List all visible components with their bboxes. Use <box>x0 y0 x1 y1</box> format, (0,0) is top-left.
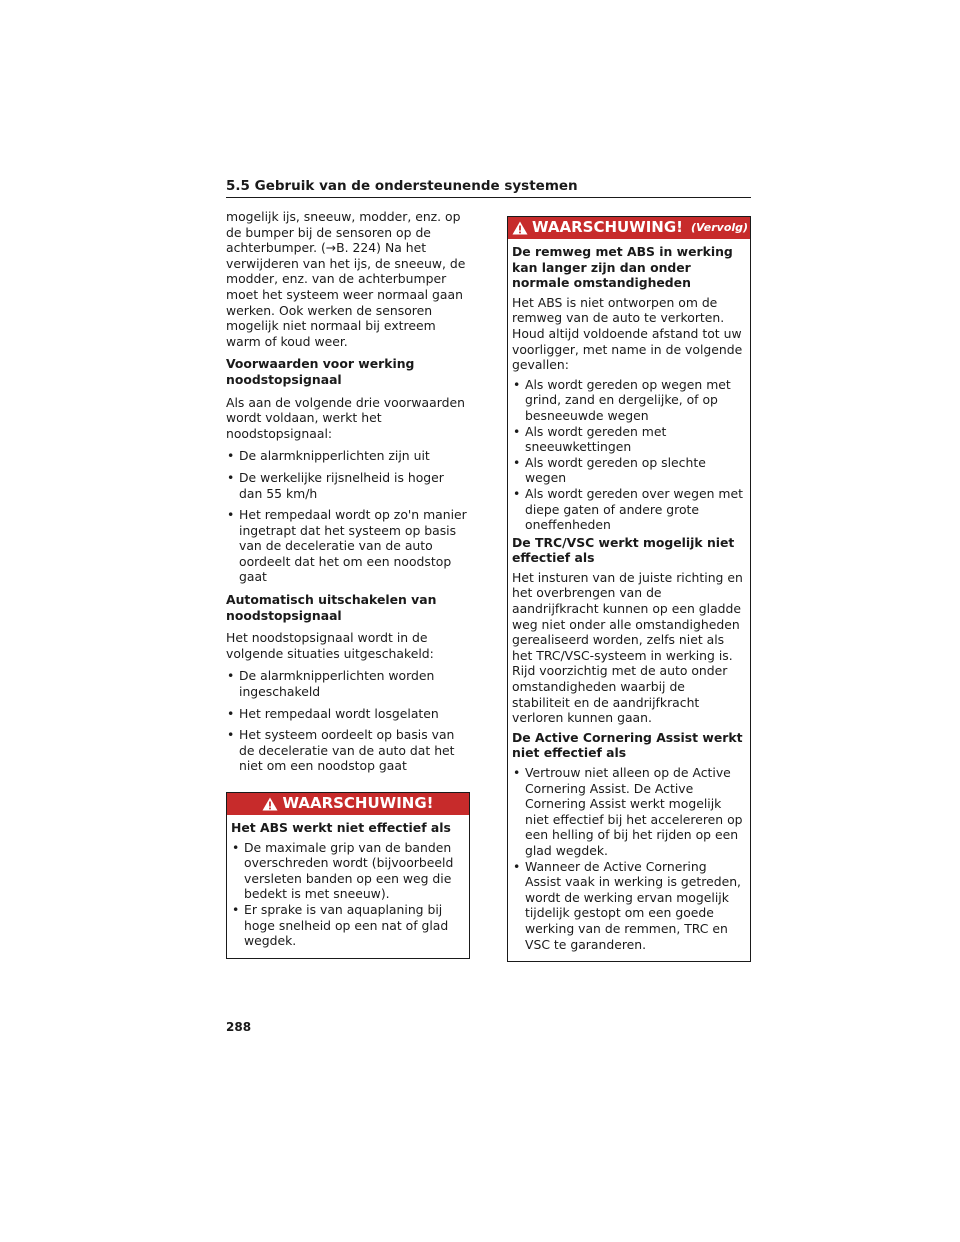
warning-body <box>227 815 469 958</box>
list-item: • De maximale grip van de banden overschreden wordt (bijvoorbeeld versleten banden op een weg die bedekt is met sneeuw). <box>231 840 465 902</box>
list-item: • De alarmknipperlichten worden ingeschakeld <box>226 668 470 699</box>
warning-subtitle: (Vervolg) <box>691 221 749 235</box>
auto-off-list <box>226 668 470 774</box>
warning-paragraph: Het ABS is niet ontworpen om de remweg van de auto te verkorten. Houd altijd voldoende afstand tot uw voorligger, met name in de volgende gevallen: <box>512 294 743 373</box>
list-item: • Het systeem oordeelt op basis van de deceleratie van de auto dat het niet om een noodstop gaat <box>226 727 470 774</box>
warning-list <box>512 377 746 533</box>
list-item: • Wanneer de Active Cornering Assist vaak in werking is getreden, wordt de werking ervan mogelijk tijdelijk gestopt om een goede werking van de remmen, TRC en VSC te garanderen. <box>512 859 746 953</box>
left-column <box>226 209 470 959</box>
list-item: • Er sprake is van aquaplaning bij hoge snelheid op een nat of glad wegdek. <box>231 902 465 949</box>
warning-heading-trc-vsc: De TRC/VSC werkt mogelijk niet effectief als <box>512 534 735 566</box>
right-column <box>507 216 751 962</box>
conditions-list <box>226 448 470 585</box>
warning-list <box>231 840 465 949</box>
list-item: • De alarmknipperlichten zijn uit <box>226 448 470 464</box>
warning-title-bar <box>227 793 469 815</box>
warning-paragraph: Het insturen van de juiste richting en het overbrengen van de aandrijfkracht kunnen op een gladde weg niet onder alle omstandigheden gerealiseerd worden, zelfs niet als het TRC/VSC-systeem in werking is. Rijd voorzichtig met de auto onder omstandigheden waarbij de stabiliteit en de aandrijfkracht verloren kunnen gaan. <box>512 569 743 726</box>
warning-box-continued <box>507 216 751 962</box>
conditions-paragraph: Als aan de volgende drie voorwaarden wordt voldaan, werkt het noodstopsignaal: <box>226 394 465 441</box>
warning-triangle-icon <box>262 797 278 811</box>
warning-title: WAARSCHUWING! <box>282 794 434 813</box>
page-number: 288 <box>226 1020 252 1034</box>
warning-title-bar <box>508 217 750 239</box>
list-item: • Het rempedaal wordt losgelaten <box>226 706 470 722</box>
warning-body <box>508 239 750 961</box>
list-item: • Als wordt gereden op wegen met grind, zand en dergelijke, of op besneeuwde wegen <box>512 377 746 424</box>
section-title: 5.5 Gebruik van de ondersteunende systemen <box>226 178 751 198</box>
heading-auto-off: Automatisch uitschakelen van noodstopsignaal <box>226 592 437 623</box>
list-item: • Als wordt gereden over wegen met diepe gaten of andere grote oneffenheden <box>512 486 746 533</box>
warning-heading-cornering: De Active Cornering Assist werkt niet effectief als <box>512 729 743 761</box>
list-item: • De werkelijke rijsnelheid is hoger dan 55 km/h <box>226 470 470 501</box>
list-item: • Als wordt gereden op slechte wegen <box>512 455 746 486</box>
warning-heading: Het ABS werkt niet effectief als <box>231 820 451 835</box>
warning-triangle-icon <box>512 221 528 235</box>
list-item: • Vertrouw niet alleen op de Active Cornering Assist. De Active Cornering Assist werkt mogelijk niet effectief bij het accelereren op een helling of bij het rijden op een glad wegdek. <box>512 765 746 859</box>
auto-off-paragraph: Het noodstopsignaal wordt in de volgende situaties uitgeschakeld: <box>226 630 434 661</box>
warning-list <box>512 765 746 952</box>
warning-heading-abs-distance: De remweg met ABS in werking kan langer zijn dan onder normale omstandigheden <box>512 244 733 291</box>
intro-paragraph: mogelijk ijs, sneeuw, modder, enz. op de bumper bij de sensoren op de achterbumper. (→B. 224) Na het verwijderen van het ijs, de sneeuw, de modder, enz. van de achterbumper moet het systeem weer normaal gaan werken. Ook werken de sensoren mogelijk niet normaal bij extreem warm of koud weer. <box>226 209 466 349</box>
list-item: • Het rempedaal wordt op zo'n manier ingetrapt dat het systeem op basis van de deceleratie van de auto oordeelt dat het om een noodstop gaat <box>226 507 470 585</box>
warning-title: WAARSCHUWING! <box>532 218 684 237</box>
warning-box-abs <box>226 792 470 959</box>
list-item: • Als wordt gereden met sneeuwkettingen <box>512 424 746 455</box>
heading-conditions: Voorwaarden voor werking noodstopsignaal <box>226 356 415 387</box>
